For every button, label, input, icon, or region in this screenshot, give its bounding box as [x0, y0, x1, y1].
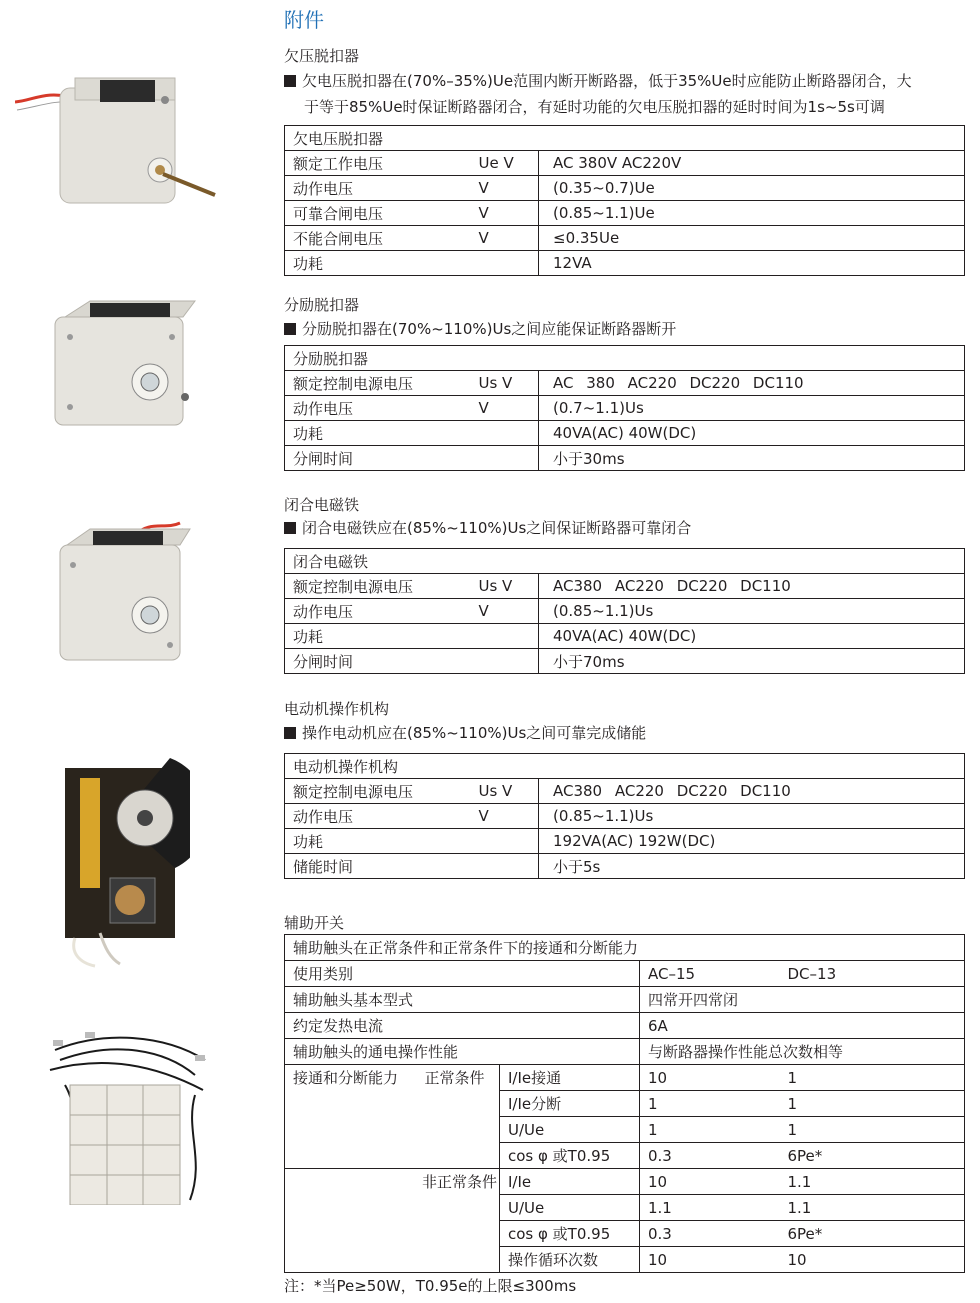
motor-spec-table: [284, 753, 965, 879]
table-row: 接通和分断能力 正常条件 I/Ie接通 10 1: [285, 1065, 965, 1091]
table-header: 电动机操作机构: [285, 754, 965, 779]
shunt-section-title: 分励脱扣器: [284, 296, 360, 314]
table-row: 动作电压 V (0.7~1.1)Us: [285, 396, 965, 421]
table-row: 动作电压 V (0.35~0.7)Ue: [285, 176, 965, 201]
closing-description: 闭合电磁铁应在(85%~110%)Us之间保证断路器可靠闭合: [284, 515, 964, 541]
bullet-square-icon: [284, 522, 296, 534]
motor-section-title: 电动机操作机构: [284, 700, 390, 718]
table-row: 功耗 192VA(AC) 192W(DC): [285, 829, 965, 854]
motor-description: 操作电动机应在(85%~110%)Us之间可靠完成储能: [284, 720, 964, 746]
table-row: 储能时间 小于5s: [285, 854, 965, 879]
table-row: 功耗 40VA(AC) 40W(DC): [285, 421, 965, 446]
closing-section-title: 闭合电磁铁: [284, 496, 360, 514]
table-row: 额定控制电源电压 Us V AC380 AC220 DC220 DC110: [285, 574, 965, 599]
page-title: 附件: [284, 8, 324, 32]
undervoltage-section-title: 欠压脱扣器: [284, 47, 360, 65]
table-row: 额定控制电源电压 Us V AC380 AC220 DC220 DC110: [285, 779, 965, 804]
shunt-release-photo: [50, 297, 200, 432]
bullet-square-icon: [284, 75, 296, 87]
table-row: 动作电压 V (0.85~1.1)Us: [285, 804, 965, 829]
table-row: 可靠合闸电压 V (0.85~1.1)Ue: [285, 201, 965, 226]
undervoltage-description: 欠电压脱扣器在(70%–35%)Ue范围内断开断路器，低于35%Ue时应能防止断路器闭合，大 于等于85%Ue时保证断路器闭合，有延时功能的欠电压脱扣器的延时时间为1s~5s可调: [284, 68, 964, 120]
shunt-description: 分励脱扣器在(70%~110%)Us之间应能保证断路器断开: [284, 316, 964, 342]
aux-section-title: 辅助开关: [284, 914, 345, 932]
table-header: 辅助触头在正常条件和正常条件下的接通和分断能力: [285, 935, 965, 961]
bullet-square-icon: [284, 727, 296, 739]
table-header: 欠电压脱扣器: [285, 126, 965, 151]
undervoltage-spec-table: [284, 125, 965, 276]
table-row: 动作电压 V (0.85~1.1)Us: [285, 599, 965, 624]
closing-spec-table: [284, 548, 965, 674]
bullet-square-icon: [284, 323, 296, 335]
table-row: 分闸时间 小于70ms: [285, 649, 965, 674]
table-row: 非正常条件 I/Ie 10 1.1: [285, 1169, 965, 1195]
table-row: U/Ue 1 1: [285, 1117, 965, 1143]
closing-electromagnet-photo: [55, 515, 195, 665]
footnote: 注：*当Pe≥50W，T0.95e的上限≤300ms: [284, 1277, 577, 1295]
table-row: 额定工作电压 Ue V AC 380V AC220V: [285, 151, 965, 176]
table-row: 约定发热电流 6A: [285, 1013, 965, 1039]
aux-spec-table: [284, 934, 965, 1273]
table-row: 功耗 40VA(AC) 40W(DC): [285, 624, 965, 649]
table-row: 功耗 12VA: [285, 251, 965, 276]
table-row: cos φ 或T0.95 0.3 6Pe*: [285, 1143, 965, 1169]
table-row: 辅助触头基本型式 四常开四常闭: [285, 987, 965, 1013]
auxiliary-switch-photo: [45, 1030, 210, 1205]
table-row: 不能合闸电压 V ≤0.35Ue: [285, 226, 965, 251]
undervoltage-release-photo: [15, 70, 225, 220]
table-header: 闭合电磁铁: [285, 549, 965, 574]
motor-operating-mechanism-photo: [60, 738, 190, 968]
table-header: 分励脱扣器: [285, 346, 965, 371]
table-row: 使用类别 AC–15 DC–13: [285, 961, 965, 987]
table-row: 额定控制电源电压 Us V AC 380 AC220 DC220 DC110: [285, 371, 965, 396]
shunt-spec-table: [284, 345, 965, 471]
table-row: cos φ 或T0.95 0.3 6Pe*: [285, 1221, 965, 1247]
table-row: 操作循环次数 10 10: [285, 1247, 965, 1273]
table-row: I/Ie分断 1 1: [285, 1091, 965, 1117]
table-row: 分闸时间 小于30ms: [285, 446, 965, 471]
table-row: U/Ue 1.1 1.1: [285, 1195, 965, 1221]
table-row: 辅助触头的通电操作性能 与断路器操作性能总次数相等: [285, 1039, 965, 1065]
